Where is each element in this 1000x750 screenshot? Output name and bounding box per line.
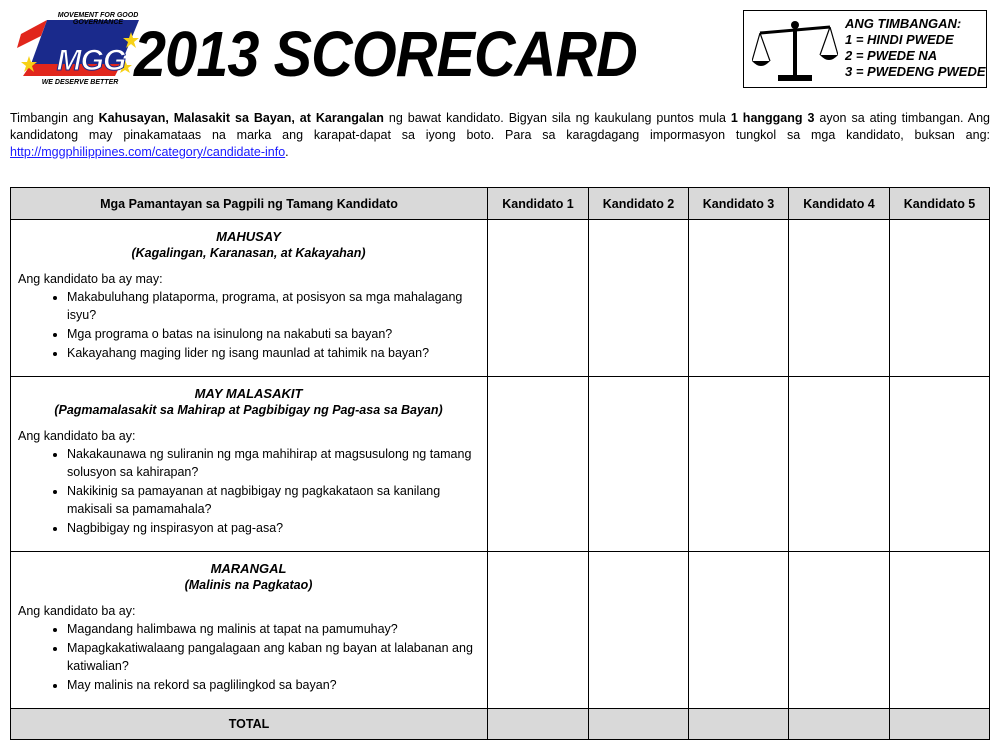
candidate-1-header: Kandidato 1	[488, 188, 589, 220]
candidate-4-header: Kandidato 4	[789, 188, 890, 220]
criteria-subtitle: (Malinis na Pagkatao)	[184, 578, 313, 592]
criteria-row-marangal	[11, 552, 990, 709]
list-item: • Nakakaunawa ng suliranin ng mga mahihirap at magsusulong ng tamang solusyon sa kahirapan?	[67, 445, 479, 481]
score-cell-k4[interactable]	[789, 220, 890, 377]
candidate-2-header: Kandidato 2	[589, 188, 689, 220]
criteria-title: MAHUSAY	[216, 229, 281, 244]
criteria-cell	[11, 552, 488, 709]
criteria-column-header: Mga Pamantayan sa Pagpili ng Tamang Kandidato	[11, 188, 488, 220]
score-cell-k5[interactable]	[890, 552, 990, 709]
scorecard-table	[10, 187, 990, 740]
criteria-title: MAY MALASAKIT	[194, 386, 303, 401]
intro-bold-criteria: Kahusayan, Malasakit sa Bayan, at Karangalan	[98, 111, 384, 125]
list-item: • Kakayahang maging lider ng isang maunlad at tahimik na bayan?	[67, 344, 479, 362]
score-cell-k2[interactable]	[589, 377, 689, 552]
criteria-list	[18, 288, 479, 362]
score-cell-k2[interactable]	[589, 220, 689, 377]
score-cell-k4[interactable]	[789, 377, 890, 552]
criteria-subtitle: (Kagalingan, Karanasan, at Kakayahan)	[131, 246, 366, 260]
criteria-cell	[11, 220, 488, 377]
list-item: • Mga programa o batas na isinulong na nakabuti sa bayan?	[67, 325, 479, 343]
total-label: TOTAL	[11, 709, 488, 740]
criteria-title: MARANGAL	[210, 561, 287, 576]
score-cell-k5[interactable]	[890, 377, 990, 552]
intro-text-2: ng bawat kandidato. Bigyan sila ng kaukulang puntos mula	[383, 111, 731, 125]
score-cell-k1[interactable]	[488, 552, 589, 709]
logo-tagline: WE DESERVE BETTER	[41, 79, 119, 86]
criteria-lead: Ang kandidato ba ay:	[18, 429, 136, 443]
table-header-row	[11, 188, 990, 220]
score-cell-k2[interactable]	[589, 552, 689, 709]
candidate-3-header: Kandidato 3	[689, 188, 789, 220]
list-item: • Makabuluhang plataporma, programa, at posisyon sa mga mahalagang isyu?	[67, 288, 479, 324]
score-cell-k1[interactable]	[488, 377, 589, 552]
score-cell-k4[interactable]	[789, 552, 890, 709]
criteria-lead: Ang kandidato ba ay may:	[18, 272, 163, 286]
mgg-logo	[17, 8, 145, 88]
total-cell-k5[interactable]	[890, 709, 990, 740]
score-cell-k5[interactable]	[890, 220, 990, 377]
candidate-5-header: Kandidato 5	[890, 188, 990, 220]
total-cell-k1[interactable]	[488, 709, 589, 740]
list-item: • Nagbibigay ng inspirasyon at pag-asa?	[67, 519, 479, 537]
legend-heading: ANG TIMBANGAN:	[845, 16, 962, 31]
legend-item-2: 2 = PWEDE NA	[845, 48, 938, 63]
legend-item-1: 1 = HINDI PWEDE	[845, 32, 954, 47]
list-item: • Magandang halimbawa ng malinis at tapat na pamumuhay?	[67, 620, 479, 638]
criteria-row-mahusay	[11, 220, 990, 377]
total-cell-k4[interactable]	[789, 709, 890, 740]
legend-text	[845, 16, 986, 80]
list-item: • Mapagkakatiwalaang pangalagaan ang kaban ng bayan at lalabanan ang katiwalian?	[67, 639, 479, 675]
list-item: • May malinis na rekord sa paglilingkod sa bayan?	[67, 676, 479, 694]
candidate-info-link[interactable]: http://mggphilippines.com/category/candidate-info	[10, 145, 286, 159]
total-cell-k2[interactable]	[589, 709, 689, 740]
score-cell-k3[interactable]	[689, 377, 789, 552]
logo-mark: MGG	[56, 44, 126, 77]
logo-top-text: MOVEMENT FOR GOOD GOVERNANCE	[57, 12, 139, 26]
intro-paragraph	[10, 110, 990, 161]
criteria-list	[18, 445, 479, 537]
criteria-lead: Ang kandidato ba ay:	[18, 604, 136, 618]
intro-text-3: ayon sa ating timbangan. Ang kandidatong may pinakamataas na marka ang karapat-dapat sa iyong boto. Para sa karagdagang impormasyon tungkol sa mga kandidato, buksan ang:	[10, 111, 991, 142]
intro-text-4: .	[285, 145, 289, 159]
criteria-row-may-malasakit	[11, 377, 990, 552]
score-cell-k3[interactable]	[689, 220, 789, 377]
page-title: 2013 SCORECARD	[134, 18, 637, 90]
criteria-cell	[11, 377, 488, 552]
intro-text-1: Timbangin ang	[10, 111, 99, 125]
criteria-subtitle: (Pagmamalasakit sa Mahirap at Pagbibigay ng Pag-asa sa Bayan)	[54, 403, 443, 417]
list-item: • Nakikinig sa pamayanan at nagbibigay ng pagkakataon sa kanilang makisali sa pamamahala?	[67, 482, 479, 518]
balance-scale-icon	[752, 17, 838, 83]
total-row	[11, 709, 990, 740]
score-cell-k1[interactable]	[488, 220, 589, 377]
total-cell-k3[interactable]	[689, 709, 789, 740]
intro-bold-range: 1 hanggang 3	[730, 111, 815, 125]
score-cell-k3[interactable]	[689, 552, 789, 709]
legend-box	[743, 10, 987, 88]
legend-item-3: 3 = PWEDENG PWEDE	[845, 64, 986, 79]
criteria-list	[18, 620, 479, 694]
